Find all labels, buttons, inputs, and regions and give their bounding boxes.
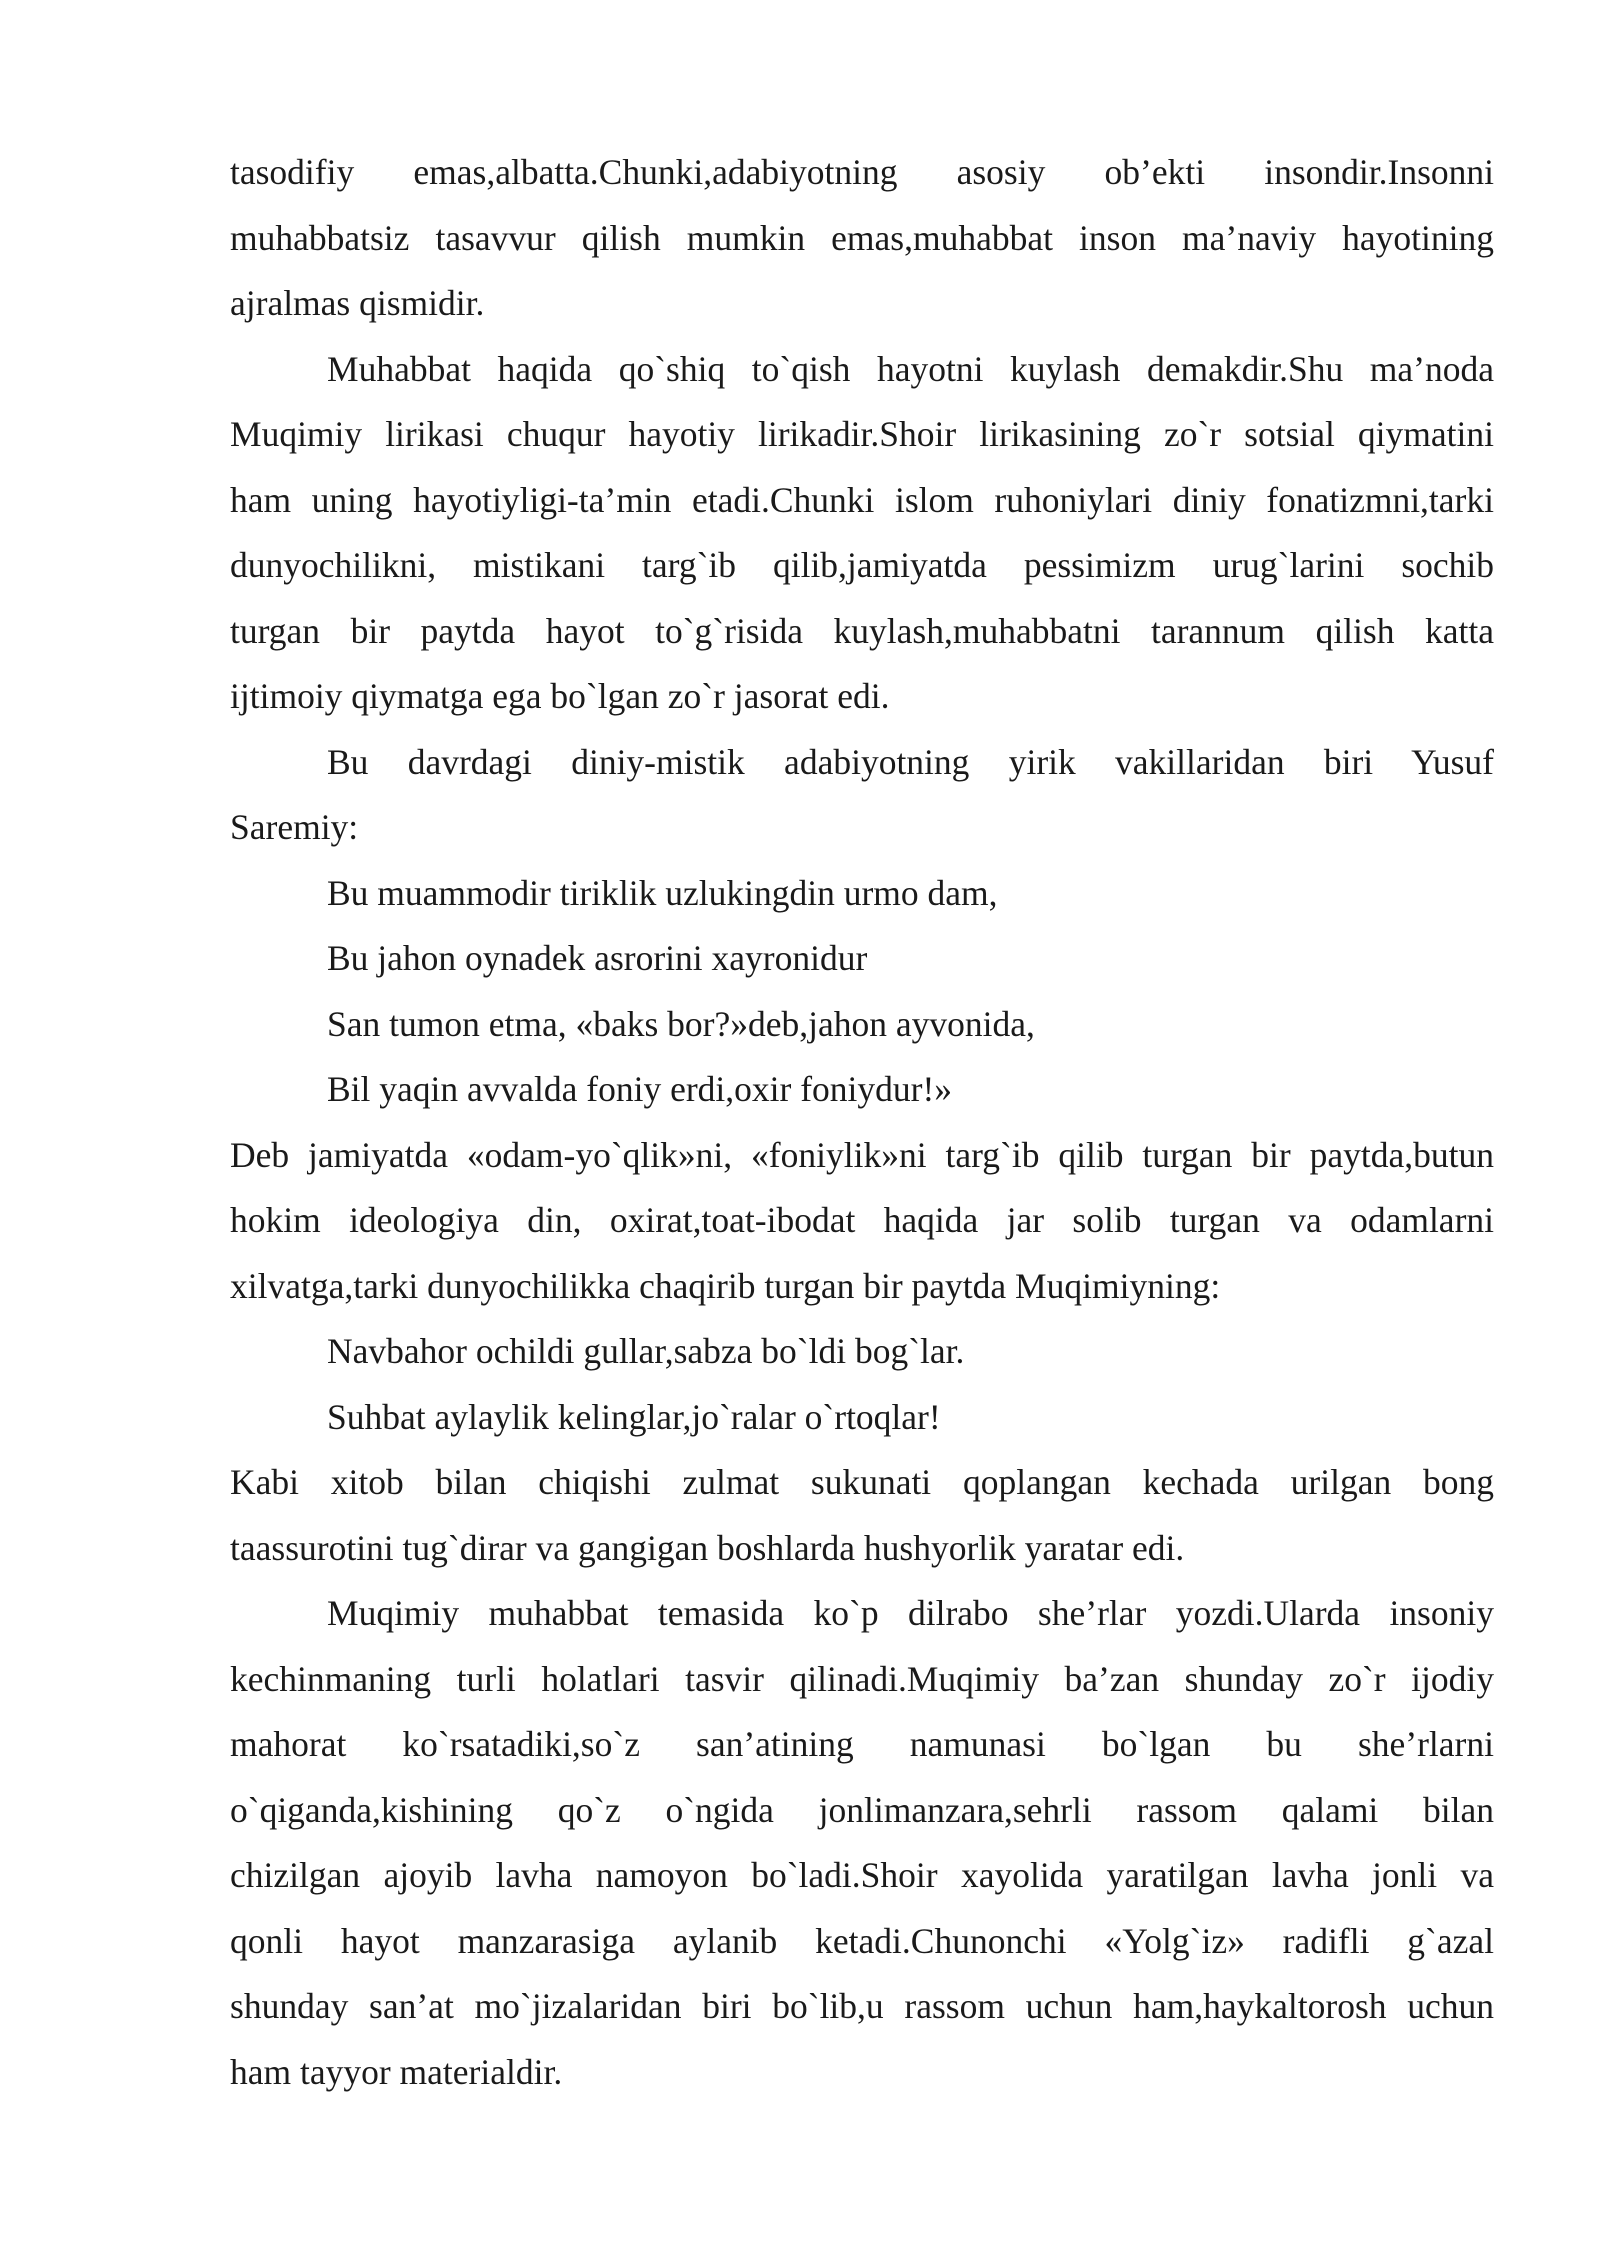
text-line: kechinmaning turli holatlari tasvir qilinadi.Muqimiy ba’zan shunday zo`r ijodiy xyxy=(230,1658,1494,1699)
text-line: Saremiy: xyxy=(230,807,359,847)
text-line: o`qiganda,kishining qo`z o`ngida jonlimanzara,sehrli rassom qalami bilan xyxy=(230,1789,1494,1830)
text-line: Muhabbat haqida qo`shiq to`qish hayotni kuylash demakdir.Shu ma’noda xyxy=(327,348,1494,389)
paragraph-6 xyxy=(230,1581,1494,2105)
verse-line: Navbahor ochildi gullar,sabza bo`ldi bog`lar. xyxy=(327,1331,965,1371)
text-line: ham tayyor materialdir. xyxy=(230,2051,563,2092)
verse-line: Bu jahon oynadek asrorini xayronidur xyxy=(327,938,868,978)
text-line: Kabi xitob bilan chiqishi zulmat sukunati qoplangan kechada urilgan bong xyxy=(230,1462,1494,1502)
paragraph-3 xyxy=(230,730,1494,861)
verse-line: Suhbat aylaylik kelinglar,jo`ralar o`rtoqlar! xyxy=(327,1396,941,1437)
text-line: xilvatga,tarki dunyochilikka chaqirib turgan bir paytda Muqimiyning: xyxy=(230,1265,1221,1306)
text-line: turgan bir paytda hayot to`g`risida kuylash,muhabbatni tarannum qilish katta xyxy=(230,610,1494,651)
text-line: shunday san’at mo`jizalaridan biri bo`lib,u rassom uchun ham,haykaltorosh uchun xyxy=(230,1986,1494,2026)
text-line: Deb jamiyatda «odam-yo`qlik»ni, «foniylik»ni targ`ib qilib turgan bir paytda,butun xyxy=(230,1134,1494,1175)
text-line: muhabbatsiz tasavvur qilish mumkin emas,muhabbat inson ma’naviy hayotining xyxy=(230,217,1494,258)
text-line: dunyochilikni, mistikani targ`ib qilib,jamiyatda pessimizm urug`larini sochib xyxy=(230,545,1494,585)
verse-line: Bu muammodir tiriklik uzlukingdin urmo dam, xyxy=(327,872,998,913)
document-page xyxy=(230,140,1494,2105)
paragraph-1 xyxy=(230,140,1494,337)
paragraph-5 xyxy=(230,1450,1494,1581)
verse-line: San tumon etma, «baks bor?»deb,jahon ayvonida, xyxy=(327,1003,1035,1044)
text-line: hokim ideologiya din, oxirat,toat-ibodat haqida jar solib turgan va odamlarni xyxy=(230,1200,1494,1240)
text-line: Muqimiy lirikasi chuqur hayotiy lirikadir.Shoir lirikasining zo`r sotsial qiymatini xyxy=(230,414,1494,454)
text-line: mahorat ko`rsatadiki,so`z san’atining namunasi bo`lgan bu she’rlarni xyxy=(230,1724,1494,1764)
text-line: taassurotini tug`dirar va gangigan boshlarda hushyorlik yaratar edi. xyxy=(230,1527,1185,1568)
text-line: ham uning hayotiyligi-ta’min etadi.Chunki islom ruhoniylari diniy fonatizmni,tarki xyxy=(230,479,1494,520)
text-line: ajralmas qismidir. xyxy=(230,283,485,323)
text-line: Muqimiy muhabbat temasida ko`p dilrabo she’rlar yozdi.Ularda insoniy xyxy=(327,1593,1494,1633)
verse-block-2 xyxy=(230,1319,1494,1450)
paragraph-2 xyxy=(230,337,1494,730)
text-line: tasodifiy emas,albatta.Chunki,adabiyotning asosiy ob’ekti insondir.Insonni xyxy=(230,152,1494,192)
text-line: chizilgan ajoyib lavha namoyon bo`ladi.Shoir xayolida yaratilgan lavha jonli va xyxy=(230,1855,1494,1895)
text-line: qonli hayot manzarasiga aylanib ketadi.Chunonchi «Yolg`iz» radifli g`azal xyxy=(230,1920,1494,1961)
verse-block-1 xyxy=(230,861,1494,1123)
verse-line: Bil yaqin avvalda foniy erdi,oxir foniydur!» xyxy=(327,1069,953,1109)
text-line: ijtimoiy qiymatga ega bo`lgan zo`r jasorat edi. xyxy=(230,676,890,716)
text-line: Bu davrdagi diniy-mistik adabiyotning yirik vakillaridan biri Yusuf xyxy=(327,741,1494,782)
paragraph-4 xyxy=(230,1123,1494,1320)
